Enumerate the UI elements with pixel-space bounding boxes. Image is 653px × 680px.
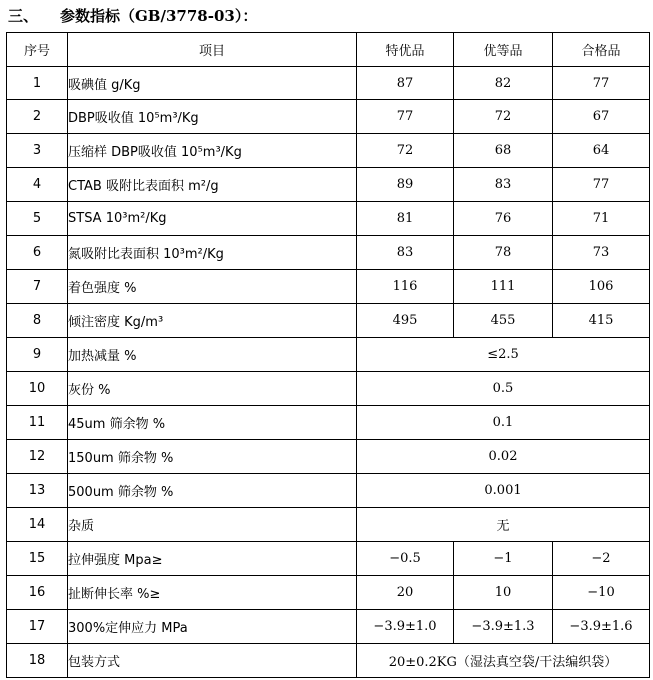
- row-number: 10: [7, 372, 68, 406]
- item-name: 扯断伸长率 %≥: [68, 576, 357, 610]
- table-body: [7, 67, 650, 678]
- table-row: [7, 576, 650, 610]
- header-row: [7, 33, 650, 67]
- grade-premium-value: −3.9±1.0: [357, 610, 454, 644]
- item-name: 灰份 %: [68, 372, 357, 406]
- row-number: 2: [7, 100, 68, 134]
- section-number: 三、: [8, 7, 39, 25]
- table-row: [7, 236, 650, 270]
- row-number: 6: [7, 236, 68, 270]
- grade-superior-value: 78: [454, 236, 553, 270]
- row-number: 4: [7, 168, 68, 202]
- item-name: 杂质: [68, 508, 357, 542]
- item-name: 包装方式: [68, 644, 357, 678]
- grade-superior-value: 111: [454, 270, 553, 304]
- parameter-table: [6, 32, 650, 678]
- grade-premium-value: 20: [357, 576, 454, 610]
- item-name: 45um 筛余物 %: [68, 406, 357, 440]
- item-name: 150um 筛余物 %: [68, 440, 357, 474]
- item-name: 加热减量 %: [68, 338, 357, 372]
- grade-superior-value: −1: [454, 542, 553, 576]
- item-name: 压缩样 DBP吸收值 10⁵m³/Kg: [68, 134, 357, 168]
- row-number: 7: [7, 270, 68, 304]
- merged-value: 20±0.2KG（湿法真空袋/干法编织袋）: [357, 644, 650, 678]
- table-row: [7, 440, 650, 474]
- table-row: [7, 372, 650, 406]
- grade-qualified-value: 106: [553, 270, 650, 304]
- grade-superior-value: 76: [454, 202, 553, 236]
- grade-qualified-value: −2: [553, 542, 650, 576]
- table-row: [7, 202, 650, 236]
- table-row: [7, 304, 650, 338]
- merged-value: 0.5: [357, 372, 650, 406]
- grade-premium-value: 116: [357, 270, 454, 304]
- grade-superior-value: 455: [454, 304, 553, 338]
- merged-value: ≤2.5: [357, 338, 650, 372]
- row-number: 17: [7, 610, 68, 644]
- row-number: 14: [7, 508, 68, 542]
- grade-qualified-value: 415: [553, 304, 650, 338]
- grade-qualified-value: 73: [553, 236, 650, 270]
- row-number: 13: [7, 474, 68, 508]
- header-cell: 优等品: [454, 33, 553, 67]
- grade-superior-value: 68: [454, 134, 553, 168]
- row-number: 1: [7, 67, 68, 100]
- grade-qualified-value: 71: [553, 202, 650, 236]
- merged-value: 0.02: [357, 440, 650, 474]
- table-row: [7, 542, 650, 576]
- item-name: 倾注密度 Kg/m³: [68, 304, 357, 338]
- table-row: [7, 644, 650, 678]
- table-row: [7, 67, 650, 100]
- table-row: [7, 508, 650, 542]
- table-row: [7, 338, 650, 372]
- table-row: [7, 406, 650, 440]
- table-row: [7, 270, 650, 304]
- row-number: 18: [7, 644, 68, 678]
- header-cell: 项目: [68, 33, 357, 67]
- grade-superior-value: 10: [454, 576, 553, 610]
- item-name: 拉伸强度 Mpa≥: [68, 542, 357, 576]
- item-name: DBP吸收值 10⁵m³/Kg: [68, 100, 357, 134]
- item-name: CTAB 吸附比表面积 m²/g: [68, 168, 357, 202]
- grade-qualified-value: 67: [553, 100, 650, 134]
- grade-premium-value: 72: [357, 134, 454, 168]
- grade-qualified-value: 64: [553, 134, 650, 168]
- item-name: 着色强度 %: [68, 270, 357, 304]
- table-row: [7, 474, 650, 508]
- grade-premium-value: 77: [357, 100, 454, 134]
- item-name: 300%定伸应力 MPa: [68, 610, 357, 644]
- row-number: 12: [7, 440, 68, 474]
- row-number: 11: [7, 406, 68, 440]
- grade-qualified-value: 77: [553, 67, 650, 100]
- row-number: 16: [7, 576, 68, 610]
- item-name: 500um 筛余物 %: [68, 474, 357, 508]
- row-number: 8: [7, 304, 68, 338]
- table-row: [7, 100, 650, 134]
- section-heading: [8, 4, 257, 28]
- table-row: [7, 610, 650, 644]
- grade-premium-value: 87: [357, 67, 454, 100]
- merged-value: 无: [357, 508, 650, 542]
- grade-premium-value: 81: [357, 202, 454, 236]
- table-row: [7, 168, 650, 202]
- header-cell: 合格品: [553, 33, 650, 67]
- section-title: 参数指标（GB/3778-03）：: [60, 7, 258, 25]
- grade-superior-value: 72: [454, 100, 553, 134]
- row-number: 15: [7, 542, 68, 576]
- grade-premium-value: 83: [357, 236, 454, 270]
- table-row: [7, 134, 650, 168]
- grade-premium-value: 495: [357, 304, 454, 338]
- grade-premium-value: −0.5: [357, 542, 454, 576]
- merged-value: 0.001: [357, 474, 650, 508]
- item-name: 吸碘值 g/Kg: [68, 67, 357, 100]
- grade-superior-value: 83: [454, 168, 553, 202]
- grade-superior-value: −3.9±1.3: [454, 610, 553, 644]
- grade-superior-value: 82: [454, 67, 553, 100]
- item-name: STSA 10³m²/Kg: [68, 202, 357, 236]
- header-cell: 特优品: [357, 33, 454, 67]
- grade-qualified-value: −3.9±1.6: [553, 610, 650, 644]
- row-number: 3: [7, 134, 68, 168]
- row-number: 9: [7, 338, 68, 372]
- grade-qualified-value: −10: [553, 576, 650, 610]
- item-name: 氮吸附比表面积 10³m²/Kg: [68, 236, 357, 270]
- grade-premium-value: 89: [357, 168, 454, 202]
- merged-value: 0.1: [357, 406, 650, 440]
- row-number: 5: [7, 202, 68, 236]
- header-cell: 序号: [7, 33, 68, 67]
- grade-qualified-value: 77: [553, 168, 650, 202]
